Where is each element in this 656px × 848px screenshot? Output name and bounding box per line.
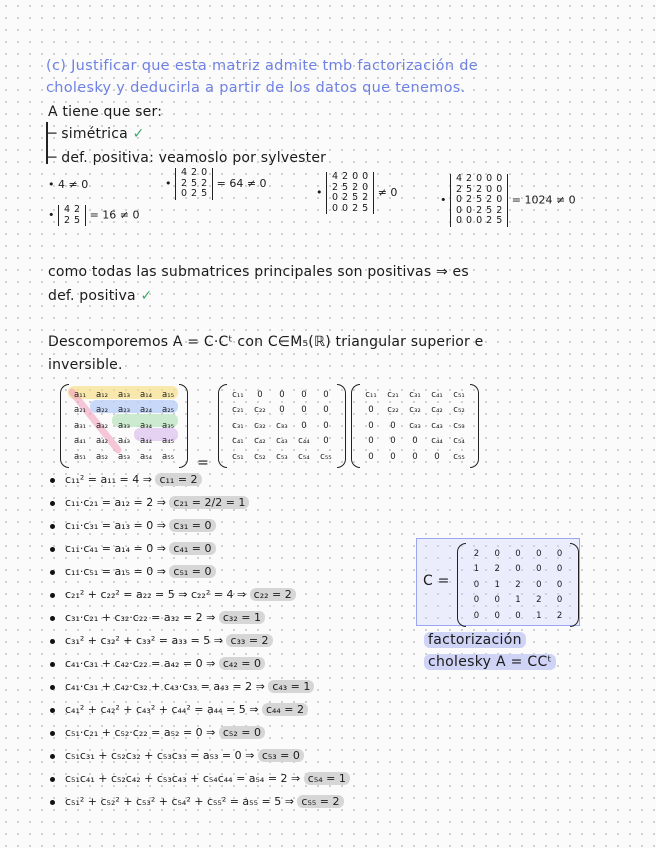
- equation-row: [50, 726, 265, 739]
- matrix-row: [228, 388, 336, 402]
- matrix-cell: 2: [515, 579, 521, 590]
- matrix-cell: 0: [368, 436, 374, 447]
- matrix-row: [467, 578, 569, 592]
- matrix-cell: 2: [352, 181, 359, 193]
- conclusion-line-1: como todas las submatrices principales son positivas ⇒ es: [48, 264, 469, 280]
- result-matrix: [457, 543, 579, 631]
- minor-4-determinant: [326, 172, 374, 214]
- matrix-cell: 5: [74, 214, 81, 226]
- equation-row: [50, 473, 202, 486]
- equation-text: c₅₁c₄₁ + c₅₂c₄₂ + c₅₃c₄₃ + c₅₄c₄₄ = a₅₄ = 2 ⇒: [65, 772, 304, 785]
- matrix-cell: 5: [352, 192, 359, 203]
- equation-text: c₁₁·c₂₁ = a₁₂ = 2 ⇒: [65, 496, 170, 509]
- equation-result: c₅₁ = 0: [169, 565, 215, 578]
- matrix-cell: c₂₁: [387, 389, 399, 400]
- equation-row: [50, 703, 308, 716]
- matrix-cell: 0: [332, 202, 339, 214]
- matrix-cell: 0: [556, 595, 563, 606]
- matrix-cell: c₃₂: [254, 420, 266, 431]
- matrix-cell: 0: [496, 183, 503, 195]
- matrix-cell: 0: [362, 181, 369, 193]
- matrix-cell: a₂₄: [139, 405, 153, 416]
- equation-row: [50, 519, 216, 532]
- part-c-line-1: (c) Justificar que esta matriz admite tmb factorización de: [46, 58, 478, 74]
- matrix-row: [467, 547, 569, 561]
- bullet-icon: [50, 685, 55, 690]
- bullet-icon: [50, 731, 55, 736]
- matrix-cell: 0: [201, 167, 208, 178]
- matrix-cell: 2: [342, 192, 349, 203]
- matrix-cell: a₂₂: [95, 405, 109, 416]
- equation-result: c₂₂ = 2: [250, 588, 296, 601]
- matrix-cell: 1: [515, 595, 521, 606]
- matrix-cell: 0: [332, 192, 339, 203]
- matrix-cell: 0: [412, 451, 418, 462]
- matrix-cell: a₄₄: [139, 436, 153, 447]
- matrix-cell: 0: [494, 610, 500, 621]
- matrix-row: [70, 388, 178, 402]
- equation-row: [50, 588, 296, 601]
- matrix-cell: 0: [390, 451, 396, 462]
- matrix-cell: 2: [191, 167, 198, 178]
- bullet-icon: [50, 777, 55, 782]
- equation-row: [50, 749, 304, 762]
- matrix-cell: c₁₁: [365, 389, 377, 400]
- matrix-row: [361, 388, 469, 402]
- matrix-cell: 0: [496, 173, 503, 184]
- matrix-cell: 2: [191, 188, 198, 199]
- matrix-cell: 0: [456, 204, 463, 216]
- matrix-cell: 0: [368, 451, 374, 462]
- matrix-cell: 1: [536, 610, 542, 621]
- matrix-c: [218, 384, 346, 468]
- check-icon: ✓: [140, 288, 153, 304]
- minor-3-determinant: [175, 168, 213, 200]
- equation-result: c₄₄ = 2: [262, 703, 308, 716]
- matrix-cell: 0: [368, 405, 374, 416]
- matrix-cell: 0: [352, 171, 359, 182]
- matrix-cell: a₅₃: [117, 451, 131, 462]
- matrix-cell: 0: [301, 420, 307, 431]
- check-icon: ✓: [132, 126, 145, 142]
- matrix-cell: c₄₂: [431, 405, 443, 416]
- matrix-cell: c₅₅: [453, 451, 465, 462]
- matrix-cell: 2: [342, 171, 349, 182]
- matrix-cell: c₄₂: [254, 436, 266, 447]
- matrix-cell: 2: [352, 202, 359, 214]
- matrix-row: [467, 594, 569, 608]
- matrix-cell: 0: [536, 548, 542, 559]
- equation-row: [50, 611, 265, 624]
- equation-text: c₃₁² + c₃₂² + c₃₃² = a₃₃ = 5 ⇒: [65, 634, 227, 647]
- matrix-cell: c₅₂: [453, 405, 465, 416]
- matrix-row: [228, 450, 336, 464]
- matrix-cell: c₄₄: [431, 436, 443, 447]
- matrix-cell: 2: [466, 173, 473, 184]
- matrix-cell: 5: [476, 194, 483, 205]
- condition-positive-def: ─ def. positiva: veamoslo por sylvester: [48, 150, 327, 166]
- bullet-icon: [50, 639, 55, 644]
- minor-5-determinant: [450, 174, 508, 227]
- matrix-cell: c₁₁: [232, 389, 244, 400]
- bullet-icon: [50, 593, 55, 598]
- matrix-cell: c₂₁: [232, 405, 244, 416]
- matrix-cell: 0: [496, 194, 503, 205]
- bullet-icon: [50, 524, 55, 529]
- equation-text: c₅₁c₃₁ + c₅₂c₃₂ + c₅₃c₃₃ = a₅₃ = 0 ⇒: [65, 749, 258, 762]
- matrix-cell: a₂₃: [117, 405, 131, 416]
- matrix-row: [228, 419, 336, 433]
- matrix-cell: a₄₅: [161, 436, 175, 447]
- part-c-line-2: cholesky y deducirla a partir de los datos que tenemos.: [46, 80, 466, 96]
- matrix-cell: c₄₃: [431, 420, 443, 431]
- equation-text: c₁₁² = a₁₁ = 4 ⇒: [65, 473, 156, 486]
- equation-text: c₄₁² + c₄₂² + c₄₃² + c₄₄² = a₄₄ = 5 ⇒: [65, 703, 262, 716]
- matrix-row: [361, 404, 469, 418]
- matrix-cell: 1: [494, 579, 500, 590]
- bullet-icon: [50, 754, 55, 759]
- conditions-intro: A tiene que ser:: [48, 104, 163, 120]
- matrix-row: [467, 563, 569, 577]
- matrix-cell: a₅₂: [95, 451, 109, 462]
- matrix-cell: 0: [323, 405, 329, 416]
- matrix-cell: 2: [536, 595, 542, 606]
- equation-row: [50, 496, 249, 509]
- matrix-cell: 5: [466, 183, 473, 195]
- equation-row: [50, 680, 314, 693]
- matrix-cell: a₂₁: [73, 405, 87, 416]
- matrix-cell: c₂₂: [254, 405, 266, 416]
- matrix-cell: 2: [456, 183, 463, 195]
- bullet-icon: [50, 662, 55, 667]
- matrix-cell: c₄₁: [232, 436, 244, 447]
- matrix-cell: 5: [496, 215, 503, 226]
- matrix-cell: c₅₅: [320, 451, 332, 462]
- equation-text: c₅₁·c₂₁ + c₅₂·c₂₂ = a₅₂ = 0 ⇒: [65, 726, 219, 739]
- matrix-cell: 0: [556, 579, 563, 590]
- matrix-cell: a₄₁: [73, 436, 87, 447]
- equation-row: [50, 565, 216, 578]
- matrix-cell: c₄₄: [298, 436, 310, 447]
- matrix-row: [70, 419, 178, 433]
- matrix-cell: 2: [74, 204, 81, 215]
- matrix-cell: 0: [466, 215, 473, 226]
- matrix-cell: 0: [486, 183, 493, 195]
- matrix-cell: c₅₃: [276, 451, 288, 462]
- matrix-cell: c₃₂: [409, 405, 421, 416]
- matrix-row: [228, 435, 336, 449]
- matrix-cell: 0: [323, 436, 329, 447]
- matrix-cell: 0: [515, 548, 521, 559]
- matrix-row: [361, 419, 469, 433]
- matrix-cell: a₁₁: [73, 389, 87, 400]
- matrix-cell: 0: [473, 579, 480, 590]
- minor-2-determinant: [58, 205, 86, 226]
- equation-result: c₅₄ = 1: [304, 772, 350, 785]
- matrix-cell: c₄₁: [431, 389, 443, 400]
- matrix-cell: 2: [496, 204, 503, 216]
- matrix-row: [179, 168, 209, 179]
- matrix-cell: 0: [279, 405, 285, 416]
- matrix-cell: a₁₅: [161, 389, 175, 400]
- matrix-cell: 0: [368, 420, 374, 431]
- equals-sign: =: [197, 455, 209, 471]
- matrix-cell: 4: [456, 173, 463, 184]
- matrix-cell: a₃₅: [161, 420, 175, 431]
- matrix-cell: a₅₅: [161, 451, 175, 462]
- equation-result: c₃₂ = 1: [219, 611, 265, 624]
- matrix-cell: 4: [64, 204, 71, 215]
- matrix-cell: 0: [456, 194, 463, 205]
- matrix-cell: c₂₂: [387, 405, 399, 416]
- matrix-row: [330, 193, 370, 204]
- equation-text: c₁₁·c₃₁ = a₁₃ = 0 ⇒: [65, 519, 170, 532]
- equation-text: c₄₁·c₃₁ + c₄₂·c₂₂ = a₄₂ = 0 ⇒: [65, 657, 219, 670]
- decomposition-line-1: Descomporemos A = C·Cᵗ con C∈M₅(ℝ) triangular superior e: [48, 334, 484, 350]
- matrix-cell: 0: [301, 405, 307, 416]
- equation-result: c₄₂ = 0: [219, 657, 265, 670]
- matrix-row: [454, 174, 504, 185]
- matrix-cell: 0: [556, 548, 563, 559]
- bullet-icon: [50, 616, 55, 621]
- matrix-cell: 0: [390, 420, 396, 431]
- minor-2: • 4 2 2 5 = 16 ≠ 0: [48, 204, 140, 226]
- matrix-cell: a₅₁: [73, 451, 87, 462]
- condition-symmetric: ─ simétrica ✓: [48, 126, 145, 142]
- matrix-cell: 2: [466, 194, 473, 205]
- conclusion-line-2: def. positiva ✓: [48, 288, 153, 304]
- equation-result: c₄₃ = 1: [268, 680, 314, 693]
- matrix-cell: 0: [279, 389, 285, 400]
- matrix-cell: 0: [456, 215, 463, 226]
- matrix-row: [330, 204, 370, 215]
- matrix-cell: 0: [323, 389, 329, 400]
- equation-row: [50, 657, 265, 670]
- matrix-cell: 2: [181, 177, 188, 189]
- matrix-cell: 0: [536, 564, 542, 575]
- matrix-row: [467, 609, 569, 623]
- matrix-row: [70, 450, 178, 464]
- bullet-icon: [50, 478, 55, 483]
- matrix-cell: c₃₃: [409, 420, 421, 431]
- matrix-c-transpose: [351, 384, 479, 468]
- matrix-cell: 0: [486, 173, 493, 184]
- equation-text: c₃₁·c₂₁ + c₃₂·c₂₂ = a₃₂ = 2 ⇒: [65, 611, 219, 624]
- matrix-cell: 0: [476, 215, 483, 226]
- equation-result: c₅₅ = 2: [297, 795, 343, 808]
- matrix-row: [361, 450, 469, 464]
- matrix-cell: a₄₂: [95, 436, 109, 447]
- matrix-cell: a₃₄: [139, 420, 153, 431]
- matrix-a: [60, 384, 188, 468]
- matrix-row: [361, 435, 469, 449]
- matrix-cell: a₃₂: [95, 420, 109, 431]
- matrix-cell: 4: [181, 167, 188, 178]
- matrix-cell: 4: [332, 171, 339, 182]
- matrix-cell: c₃₁: [232, 420, 244, 431]
- minor-3: • 4 2 0 2 5 2 0 2 5 = 64 ≠ 0: [165, 167, 267, 199]
- matrix-cell: 0: [362, 171, 369, 182]
- matrix-row: [70, 404, 178, 418]
- matrix-cell: 0: [342, 202, 349, 214]
- bullet-icon: [50, 708, 55, 713]
- matrix-row: [62, 216, 82, 227]
- equation-result: c₂₁ = 2/2 = 1: [169, 496, 249, 509]
- equation-result: c₁₁ = 2: [155, 473, 201, 486]
- result-label: C =: [423, 573, 450, 589]
- matrix-cell: 0: [390, 436, 396, 447]
- equation-text: c₂₁² + c₂₂² = a₂₂ = 5 ⇒ c₂₂² = 4 ⇒: [65, 588, 250, 601]
- matrix-cell: a₁₃: [117, 389, 131, 400]
- matrix-cell: 2: [64, 214, 71, 226]
- equation-result: c₃₁ = 0: [169, 519, 215, 532]
- matrix-row: [330, 172, 370, 183]
- matrix-cell: 0: [466, 204, 473, 216]
- matrix-cell: 2: [494, 564, 500, 575]
- matrix-row: [62, 205, 82, 216]
- result-caption-2: cholesky A = CCᵗ: [424, 654, 556, 670]
- matrix-row: [179, 189, 209, 200]
- equation-row: [50, 542, 216, 555]
- matrix-cell: 5: [191, 177, 198, 189]
- matrix-cell: c₅₄: [298, 451, 310, 462]
- matrix-cell: 0: [556, 564, 563, 575]
- matrix-cell: 0: [473, 595, 480, 606]
- matrix-cell: 0: [434, 451, 440, 462]
- matrix-row: [228, 404, 336, 418]
- matrix-cell: 2: [332, 181, 339, 193]
- equation-result: c₅₃ = 0: [258, 749, 304, 762]
- equation-text: c₁₁·c₄₁ = a₁₄ = 0 ⇒: [65, 542, 170, 555]
- equation-row: [50, 795, 344, 808]
- equation-text: c₄₁·c₃₁ + c₄₂·c₃₂ + c₄₃·c₃₃ = a₄₃ = 2 ⇒: [65, 680, 269, 693]
- matrix-cell: 0: [301, 389, 307, 400]
- matrix-cell: 0: [515, 610, 521, 621]
- matrix-cell: 0: [494, 595, 500, 606]
- decomposition-line-2: inversible.: [48, 357, 123, 373]
- matrix-row: [454, 195, 504, 206]
- matrix-cell: 5: [201, 188, 208, 199]
- matrix-cell: a₂₅: [161, 405, 175, 416]
- matrix-cell: c₅₂: [254, 451, 266, 462]
- equation-result: c₃₃ = 2: [226, 634, 272, 647]
- matrix-cell: 1: [473, 564, 480, 575]
- matrix-cell: c₅₄: [453, 436, 465, 447]
- matrix-cell: 5: [362, 202, 369, 214]
- matrix-cell: 2: [362, 192, 369, 203]
- equation-row: [50, 634, 273, 647]
- matrix-cell: a₁₄: [139, 389, 153, 400]
- matrix-cell: a₅₄: [139, 451, 153, 462]
- minor-4: • 4 2 0 0 2 5 2 0 0 2 5 2 0 0 2 5 ≠ 0: [316, 171, 398, 214]
- matrix-row: [70, 435, 178, 449]
- matrix-cell: a₁₂: [95, 389, 109, 400]
- matrix-cell: c₃₁: [409, 389, 421, 400]
- matrix-cell: 2: [201, 177, 208, 189]
- matrix-cell: 5: [342, 181, 349, 193]
- matrix-cell: c₅₃: [453, 420, 465, 431]
- matrix-cell: a₃₃: [117, 420, 131, 431]
- matrix-cell: 0: [181, 188, 188, 199]
- matrix-cell: 2: [476, 183, 483, 195]
- bullet-icon: [50, 501, 55, 506]
- matrix-cell: c₃₃: [276, 420, 288, 431]
- equation-result: c₄₁ = 0: [169, 542, 215, 555]
- matrix-cell: a₄₃: [117, 436, 131, 447]
- matrix-cell: 5: [486, 204, 493, 216]
- result-box: [416, 538, 580, 626]
- matrix-cell: 2: [486, 194, 493, 205]
- minor-1: • 4 ≠ 0: [48, 178, 89, 191]
- matrix-cell: a₃₁: [73, 420, 87, 431]
- equation-text: c₁₁·c₅₁ = a₁₅ = 0 ⇒: [65, 565, 170, 578]
- matrix-cell: c₅₁: [453, 389, 465, 400]
- matrix-cell: 0: [257, 389, 263, 400]
- matrix-cell: c₄₃: [276, 436, 288, 447]
- result-caption-1: factorización: [424, 632, 526, 648]
- matrix-cell: 2: [556, 610, 563, 621]
- matrix-row: [454, 216, 504, 227]
- matrix-cell: 2: [476, 204, 483, 216]
- matrix-cell: 0: [494, 548, 500, 559]
- bullet-icon: [50, 800, 55, 805]
- matrix-cell: 2: [486, 215, 493, 226]
- minor-5: • 4 2 0 0 0 2 5 2 0 0 0 2 5 2 0 0 0 2 5 2 0 0 0 2 5 = 1024 ≠ 0: [440, 173, 576, 226]
- equation-text: c₅₁² + c₅₂² + c₅₃² + c₅₄² + c₅₅² = a₅₅ = 5 ⇒: [65, 795, 298, 808]
- equation-result: c₅₂ = 0: [219, 726, 265, 739]
- matrix-cell: c₅₁: [232, 451, 244, 462]
- matrix-cell: 0: [473, 610, 480, 621]
- matrix-cell: 0: [476, 173, 483, 184]
- matrix-cell: 0: [536, 579, 542, 590]
- matrix-equation: [60, 384, 479, 472]
- matrix-cell: 2: [473, 548, 480, 559]
- matrix-cell: 0: [412, 436, 418, 447]
- bullet-icon: [50, 570, 55, 575]
- matrix-cell: 0: [515, 564, 521, 575]
- bullet-icon: [50, 547, 55, 552]
- equation-row: [50, 772, 350, 785]
- matrix-cell: 0: [323, 420, 329, 431]
